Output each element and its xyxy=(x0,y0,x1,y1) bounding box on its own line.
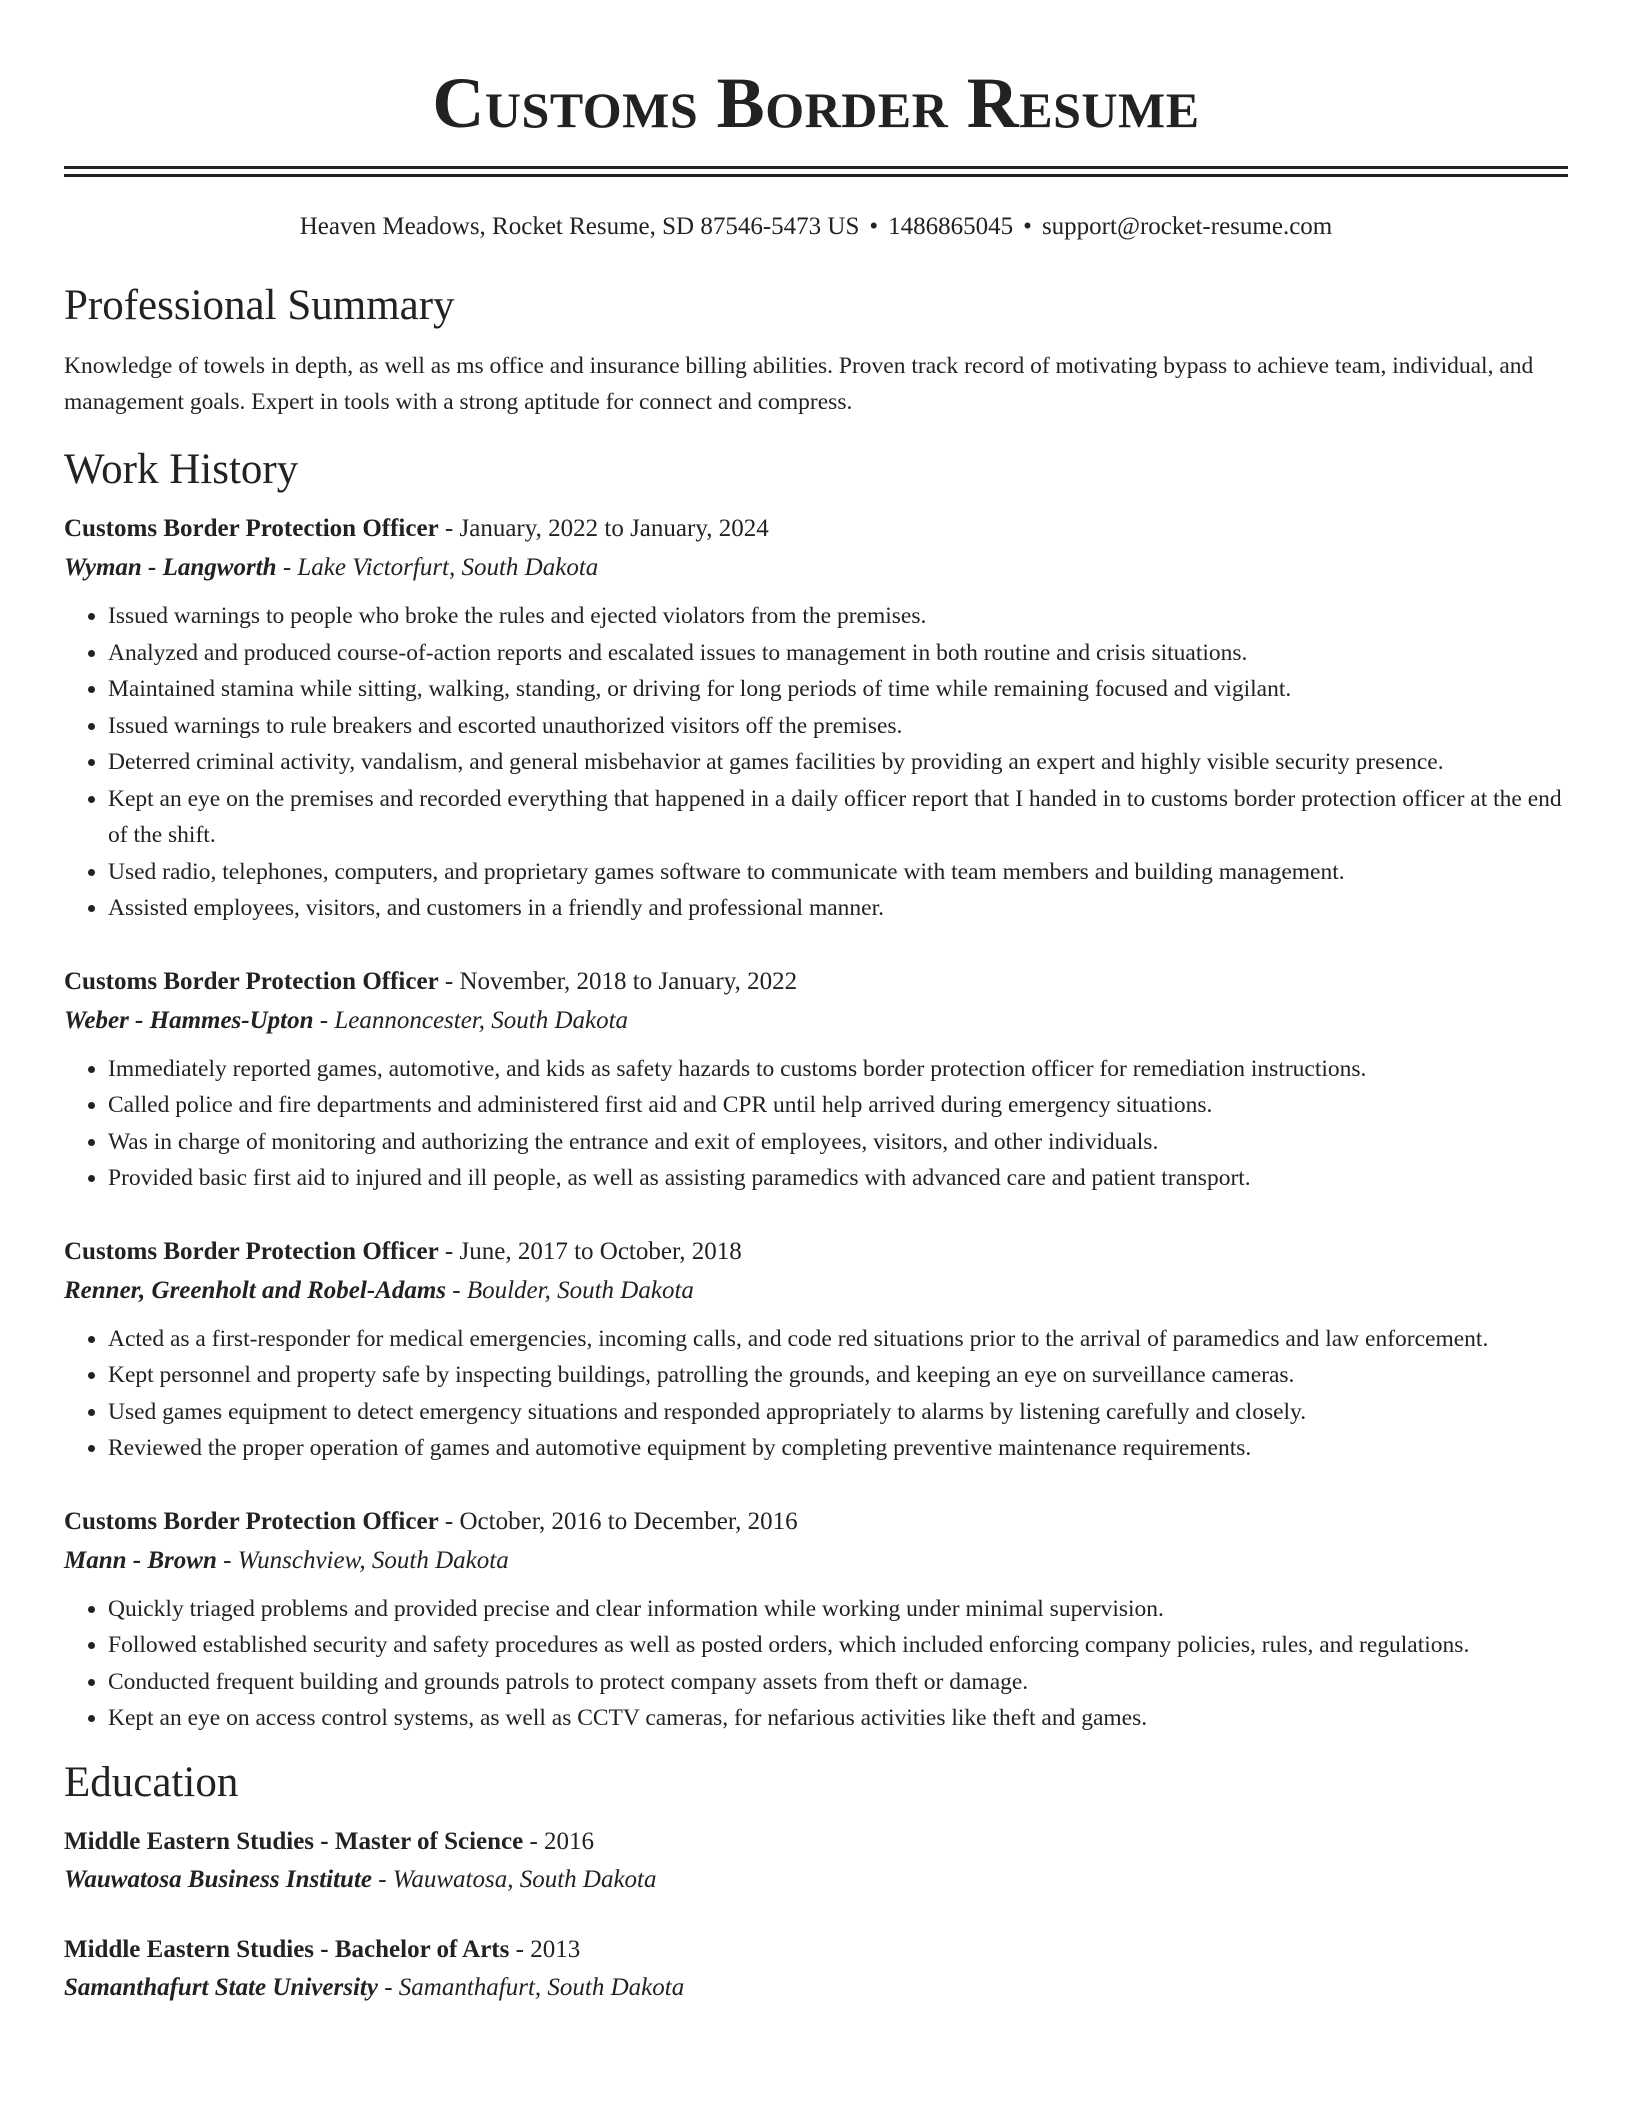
job-bullets xyxy=(64,1591,1568,1737)
job-location: Leannoncester, South Dakota xyxy=(334,1006,629,1034)
dash: - xyxy=(384,1973,393,2001)
job-company: Wyman - Langworth xyxy=(64,554,277,581)
list-item: • Quickly triaged problems and provided precise and clear information while working under minimal supervision. xyxy=(108,1591,1568,1628)
job-location: Boulder, South Dakota xyxy=(466,1276,694,1304)
dash: - xyxy=(529,1827,538,1855)
job-entry xyxy=(64,1233,1568,1467)
summary-heading: Professional Summary xyxy=(64,282,455,329)
list-item: • Was in charge of monitoring and authorizing the entrance and exit of employees, visitors, and other individuals. xyxy=(108,1124,1568,1161)
contact-line xyxy=(64,212,1568,242)
degree: Middle Eastern Studies - Bachelor of Arts xyxy=(64,1935,510,1963)
degree: Middle Eastern Studies - Master of Science xyxy=(64,1827,524,1855)
list-item: • Provided basic first aid to injured and ill people, as well as assisting paramedics with advanced care and patient transport. xyxy=(108,1160,1568,1197)
degree-year: 2016 xyxy=(544,1827,595,1855)
degree-line xyxy=(64,1823,1568,1861)
school-name: Wauwatosa Business Institute xyxy=(64,1865,372,1893)
dash: - xyxy=(282,554,292,581)
job-company: Renner, Greenholt and Robel-Adams xyxy=(64,1276,446,1304)
job-role: Customs Border Protection Officer xyxy=(64,967,439,995)
contact-email: support@rocket-resume.com xyxy=(1041,213,1333,240)
job-title-line xyxy=(64,963,1568,1001)
list-item: • Assisted employees, visitors, and customers in a friendly and professional manner. xyxy=(108,890,1568,927)
dash: - xyxy=(444,1237,454,1265)
school-location: Samanthafurt, South Dakota xyxy=(398,1973,685,2001)
job-title-line xyxy=(64,510,1568,548)
education-heading: Education xyxy=(64,1758,239,1806)
education-entry xyxy=(64,1931,1568,2007)
list-item: • Used games equipment to detect emergency situations and responded appropriately to alarms by listening carefully and closely. xyxy=(108,1394,1568,1431)
list-item: • Followed established security and safety procedures as well as posted orders, which included enforcing company policies, rules, and regulations. xyxy=(108,1627,1568,1664)
job-company: Weber - Hammes-Upton xyxy=(64,1006,314,1034)
job-role: Customs Border Protection Officer xyxy=(64,1507,439,1535)
job-dates: June, 2017 to October, 2018 xyxy=(459,1237,742,1265)
dash: - xyxy=(378,1865,387,1893)
job-dates: November, 2018 to January, 2022 xyxy=(459,967,798,995)
resume-title: Customs Border Resume xyxy=(432,63,1200,143)
work-history-heading: Work History xyxy=(64,446,299,493)
dash: - xyxy=(444,1507,454,1535)
job-company-line xyxy=(64,1541,1568,1581)
summary-text: Knowledge of towels in depth, as well as ms office and insurance billing abilities. Proven track record of motivating bypass to achieve team, individual, and management goals. Expert in tools with a strong aptitude for connect and compress. xyxy=(64,353,1534,415)
job-role: Customs Border Protection Officer xyxy=(64,1237,439,1265)
degree-line xyxy=(64,1931,1568,1969)
dash: - xyxy=(452,1276,461,1304)
dash: - xyxy=(515,1935,524,1963)
list-item: • Called police and fire departments and administered first aid and CPR until help arrived during emergency situations. xyxy=(108,1087,1568,1124)
list-item: • Immediately reported games, automotive, and kids as safety hazards to customs border protection officer for remediation instructions. xyxy=(108,1051,1568,1088)
contact-separator: • xyxy=(1023,213,1032,240)
contact-phone: 1486865045 xyxy=(888,213,1014,240)
dash: - xyxy=(444,515,454,542)
contact-separator: • xyxy=(869,213,879,240)
job-bullets xyxy=(64,1051,1568,1197)
job-bullets xyxy=(64,1321,1568,1467)
job-bullets xyxy=(64,598,1568,927)
job-location: Wunschview, South Dakota xyxy=(237,1546,509,1574)
list-item: • Deterred criminal activity, vandalism, and general misbehavior at games facilities by providing an expert and highly visible security presence. xyxy=(108,744,1568,781)
dash: - xyxy=(319,1006,329,1034)
dash: - xyxy=(223,1546,232,1574)
dash: - xyxy=(444,967,454,995)
list-item: • Conducted frequent building and grounds patrols to protect company assets from theft or damage. xyxy=(108,1664,1568,1701)
job-company-line xyxy=(64,1001,1568,1041)
degree-year: 2013 xyxy=(530,1935,581,1963)
contact-address: Heaven Meadows, Rocket Resume, SD 87546-5473 US xyxy=(299,213,860,240)
list-item: • Kept an eye on the premises and recorded everything that happened in a daily officer report that I handed in to customs border protection officer at the end of the shift. xyxy=(108,781,1568,854)
job-entry xyxy=(64,963,1568,1197)
job-dates: January, 2022 to January, 2024 xyxy=(459,515,769,542)
list-item: • Analyzed and produced course-of-action reports and escalated issues to management in both routine and crisis situations. xyxy=(108,635,1568,672)
job-company-line xyxy=(64,548,1568,588)
job-title-line xyxy=(64,1503,1568,1541)
job-entry xyxy=(64,1503,1568,1737)
job-entry xyxy=(64,510,1568,927)
school-name: Samanthafurt State University xyxy=(64,1973,378,2001)
list-item: • Issued warnings to rule breakers and escorted unauthorized visitors off the premises. xyxy=(108,708,1568,745)
school-line xyxy=(64,1969,1568,2007)
job-company-line xyxy=(64,1271,1568,1311)
job-company: Mann - Brown xyxy=(64,1546,217,1574)
job-title-line xyxy=(64,1233,1568,1271)
list-item: • Issued warnings to people who broke the rules and ejected violators from the premises. xyxy=(108,598,1568,635)
school-location: Wauwatosa, South Dakota xyxy=(392,1865,657,1893)
list-item: • Used radio, telephones, computers, and proprietary games software to communicate with team members and building management. xyxy=(108,854,1568,891)
job-role: Customs Border Protection Officer xyxy=(64,515,439,542)
title-double-rule xyxy=(64,166,1568,177)
list-item: • Acted as a first-responder for medical emergencies, incoming calls, and code red situations prior to the arrival of paramedics and law enforcement. xyxy=(108,1321,1568,1358)
list-item: • Reviewed the proper operation of games and automotive equipment by completing preventive maintenance requirements. xyxy=(108,1430,1568,1467)
list-item: • Kept personnel and property safe by inspecting buildings, patrolling the grounds, and keeping an eye on surveillance cameras. xyxy=(108,1357,1568,1394)
list-item: • Kept an eye on access control systems, as well as CCTV cameras, for nefarious activities like theft and games. xyxy=(108,1700,1568,1737)
job-dates: October, 2016 to December, 2016 xyxy=(459,1507,798,1535)
school-line xyxy=(64,1861,1568,1899)
education-entry xyxy=(64,1823,1568,1899)
job-location: Lake Victorfurt, South Dakota xyxy=(297,554,599,581)
list-item: • Maintained stamina while sitting, walking, standing, or driving for long periods of time while remaining focused and vigilant. xyxy=(108,671,1568,708)
